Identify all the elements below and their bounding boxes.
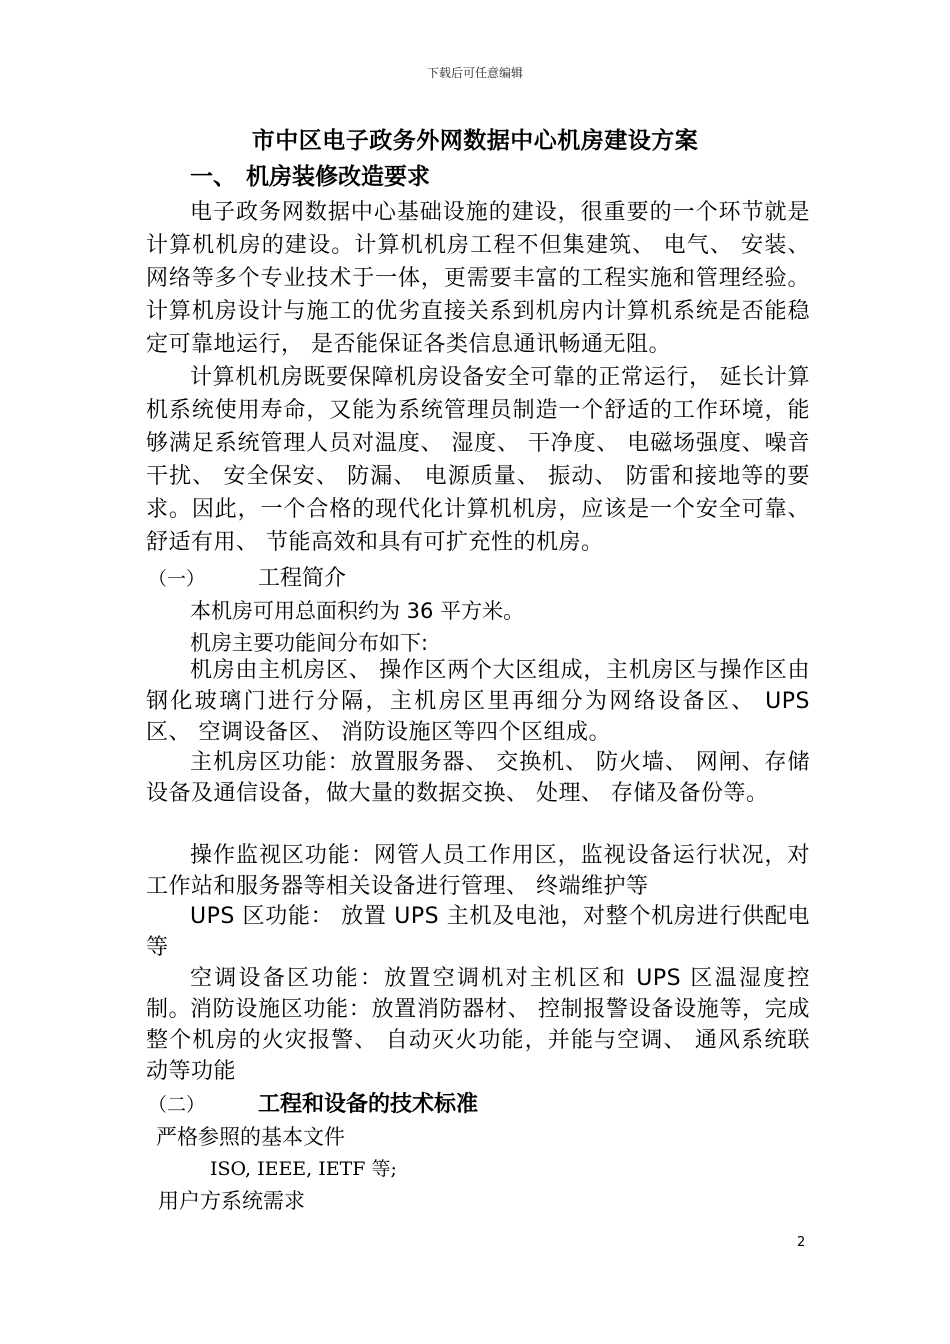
section-heading-1 [190,158,430,191]
document-title: 市中区电子政务外网数据中心机房建设方案 [251,128,699,154]
reference-line: 严格参照的基本文件 [156,1125,345,1149]
standards-line: ISO, IEEE, IETF 等; [210,1158,397,1180]
subsection-heading-1 [148,561,346,592]
section-label: 机房装修改造要求 [246,164,430,190]
subsection-number: （二） [148,1094,206,1116]
subsection-label: 工程简介 [258,566,347,591]
user-requirement-line: 用户方系统需求 [158,1189,305,1213]
paragraph-intro: 电子政务网数据中心基础设施的建设，很重要的一个环节就是计算机机房的建设。计算机机房工程不但集建筑、 电气、 安装、 网络等多个专业技术于一体，更需要丰富的工程实施和管理经验。计算机房设计与施工的优劣直接关系到机房内计算机系统是否能稳定可靠地运行， 是否能保证各类信息通讯畅通无阻。 [146,200,810,357]
distribution-line: 机房主要功能间分布如下: [190,631,429,655]
paragraph-zones: 机房由主机房区、 操作区两个大区组成，主机房区与操作区由钢化玻璃门进行分隔，主机房区里再细分为网络设备区、 UPS 区、 空调设备区、 消防设施区等四个区组成。 [146,658,810,745]
header-note: 下载后可任意编辑 [426,66,523,80]
area-line: 本机房可用总面积约为 36 平方米。 [190,599,525,623]
paragraph-main-room: 主机房区功能：放置服务器、 交换机、 防火墙、 网闸、存储设备及通信设备，做大量的数据交换、 处理、 存储及备份等。 [146,750,810,806]
section-number: 一、 [190,164,236,190]
paragraph-ups: UPS 区功能： 放置 UPS 主机及电池，对整个机房进行供配电等 [146,904,810,960]
subsection-heading-2 [148,1087,478,1118]
subsection-label: 工程和设备的技术标准 [258,1092,479,1117]
paragraph-operations: 操作监视区功能：网管人员工作用区，监视设备运行状况，对工作站和服务器等相关设备进行管理、 终端维护等 [146,843,810,899]
paragraph-hvac: 空调设备区功能：放置空调机对主机区和 UPS 区温湿度控制。 [146,966,810,1022]
paragraph-fire: 消防设施区功能：放置消防器材、 控制报警设备设施等，完成整个机房的火灾报警、 自动灭火功能，并能与空调、 通风系统联动等功能 [146,997,810,1084]
paragraph-requirements: 计算机机房既要保障机房设备安全可靠的正常运行， 延长计算机系统使用寿命，又能为系统管理员制造一个舒适的工作环境，能够满足系统管理人员对温度、 湿度、 干净度、 电磁场强度、噪音干扰、 安全保安、 防漏、 电源质量、 振动、 防雷和接地等的要求。因此，一个合格的现代化计算机机房，应该是一个安全可靠、 舒适有用、 节能高效和具有可扩充性的机房。 [146,365,810,555]
page-number: 2 [797,1235,806,1250]
subsection-number: （一） [148,568,206,590]
